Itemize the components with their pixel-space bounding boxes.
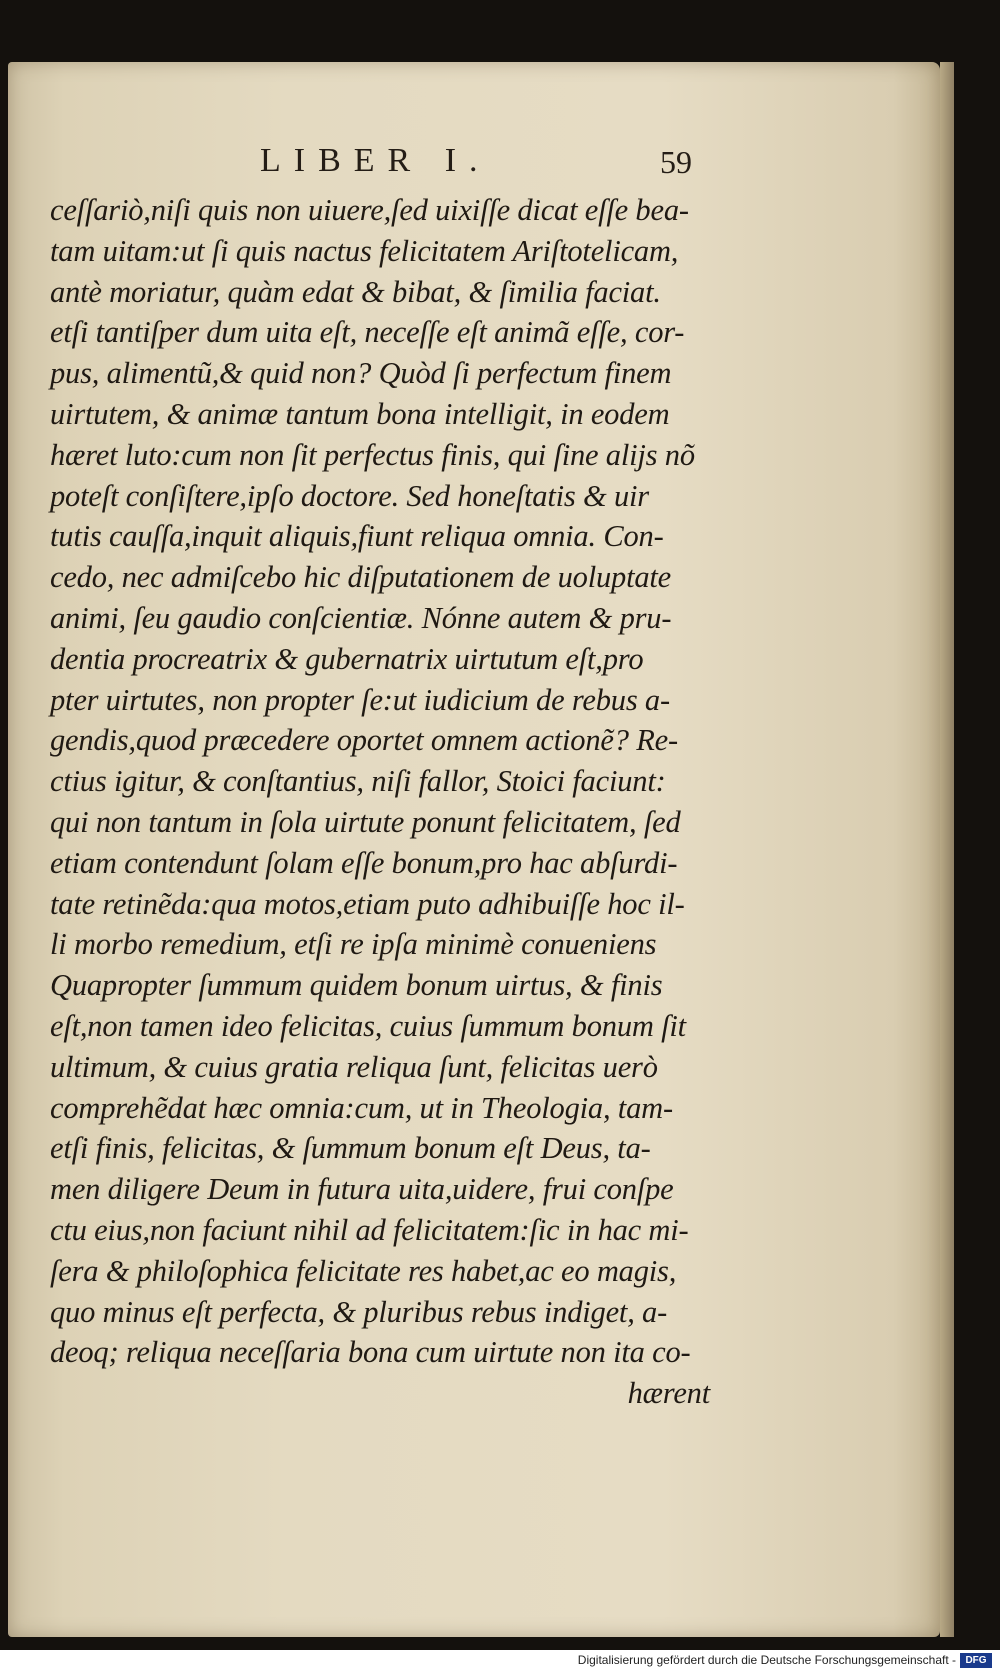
running-head [8,142,940,182]
text-line: qui non tantum in ſola uirtute ponunt felicitatem, ſed [50,804,681,839]
text-line: ſera & philoſophica felicitate res habet,ac eo magis, [50,1253,677,1288]
text-line: tutis cauſſa,inquit aliquis,fiunt reliqua omnia. Con- [50,519,664,554]
text-line: etſi tantiſper dum uita eſt, neceſſe eſt animã eſſe, cor- [50,315,685,350]
body-text [50,190,710,1414]
digitization-footer [0,1650,1000,1672]
text-line: pter uirtutes, non propter ſe:ut iudicium de rebus a- [50,682,670,717]
text-line: tate retinẽda:qua motos,etiam puto adhibuiſſe hoc il- [50,886,685,921]
text-line: ceſſariò,niſi quis non uiuere,ſed uixiſſe dicat eſſe bea- [50,193,689,227]
text-line: etſi finis, felicitas, & ſummum bonum eſt Deus, ta- [50,1131,651,1166]
text-line: pus, alimentũ,& quid non? Quòd ſi perfectum finem [50,356,672,391]
page-edge [940,62,954,1637]
text-line: men diligere Deum in futura uita,uidere, frui conſpe [50,1172,674,1207]
text-line: animi, ſeu gaudio conſcientiæ. Nónne autem & pru- [50,600,672,635]
text-line: uirtutem, & animæ tantum bona intelligit, in eodem [50,396,670,431]
text-line: cedo, nec admiſcebo hic diſputationem de uoluptate [50,560,672,595]
text-line: li morbo remedium, etſi re ipſa minimè conueniens [50,927,657,962]
text-line: tam uitam:ut ſi quis nactus felicitatem Ariſtotelicam, [50,233,679,268]
text-line: etiam contendunt ſolam eſſe bonum,pro hac abſurdi- [50,845,678,880]
catchword: hærent [627,1376,710,1411]
funding-credit: Digitalisierung gefördert durch die Deutsche Forschungsgemeinschaft - [577,1653,956,1667]
text-line: ultimum, & cuius gratia reliqua ſunt, felicitas uerò [50,1049,658,1084]
book-page [8,62,940,1637]
text-line: Quapropter ſummum quidem bonum uirtus, & finis [50,968,663,1003]
dfg-logo: DFG [960,1653,992,1668]
text-line: hæret luto:cum non ſit perfectus finis, qui ſine alijs nõ [50,437,695,472]
text-line: ctius igitur, & conſtantius, niſi fallor, Stoici faciunt: [50,764,666,799]
running-head-title: LIBER I. [260,142,491,179]
text-line: poteſt conſiſtere,ipſo doctore. Sed honeſtatis & uir [50,478,649,513]
text-line: gendis,quod præcedere oportet omnem actionẽ? Re- [50,723,678,758]
text-line: dentia procreatrix & gubernatrix uirtutum eſt,pro [50,641,644,676]
text-line: antè moriatur, quàm edat & bibat, & ſimilia faciat. [50,274,661,309]
page-number: 59 [660,144,692,180]
text-line: comprehẽdat hæc omnia:cum, ut in Theologia, tam- [50,1090,673,1125]
text-line: quo minus eſt perfecta, & pluribus rebus indiget, a- [50,1294,668,1329]
text-line: eſt,non tamen ideo felicitas, cuius ſummum bonum ſit [50,1008,686,1043]
text-line: deoq; reliqua neceſſaria bona cum uirtute non ita co- [50,1335,691,1370]
text-line: ctu eius,non faciunt nihil ad felicitatem:ſic in hac mi- [50,1212,689,1247]
